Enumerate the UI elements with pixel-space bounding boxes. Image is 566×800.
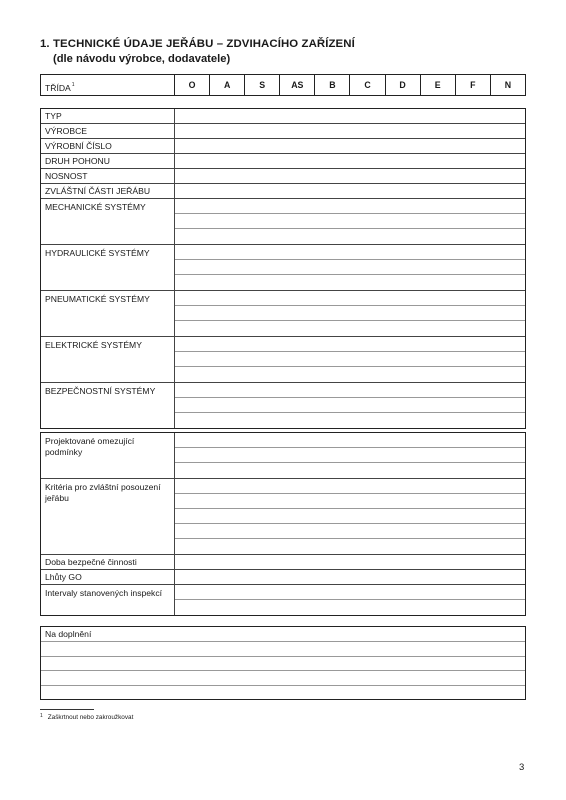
conditions-safe-operation[interactable]: [41, 555, 525, 570]
spec-row-type[interactable]: [41, 109, 525, 124]
class-option-d[interactable]: D: [386, 75, 421, 95]
entry-line[interactable]: [41, 657, 525, 672]
class-option-s[interactable]: S: [245, 75, 280, 95]
class-label-text: TŘÍDA: [45, 83, 71, 93]
entry-line[interactable]: [175, 585, 525, 600]
class-table: [40, 74, 526, 96]
footnote-mark: 1: [40, 713, 43, 719]
class-options: [175, 75, 525, 95]
spec-label: TYP: [41, 109, 175, 123]
entry-line[interactable]: [175, 260, 525, 275]
spec-label: VÝROBNÍ ČÍSLO: [41, 139, 175, 153]
entry-line[interactable]: [175, 398, 525, 413]
spec-group-pneumatic: [41, 291, 525, 337]
entry-line[interactable]: [175, 463, 525, 478]
entry-line[interactable]: [175, 229, 525, 244]
entry-line[interactable]: [175, 524, 525, 539]
conditions-inspection-intervals: [41, 585, 525, 615]
spec-group-label: HYDRAULICKÉ SYSTÉMY: [41, 245, 175, 290]
spec-row-special-parts[interactable]: [41, 184, 525, 199]
entry-line[interactable]: [175, 214, 525, 229]
entry-line[interactable]: [175, 433, 525, 448]
entry-line[interactable]: [41, 642, 525, 657]
footnote: [40, 713, 133, 721]
spec-row-serial[interactable]: [41, 139, 525, 154]
section-number: 1.: [40, 38, 50, 50]
entry-line[interactable]: [175, 383, 525, 398]
class-option-a[interactable]: A: [210, 75, 245, 95]
conditions-label: Doba bezpečné činnosti: [41, 555, 175, 569]
entry-line[interactable]: [175, 291, 525, 306]
class-option-n[interactable]: N: [504, 80, 512, 90]
spec-label: VÝROBCE: [41, 124, 175, 138]
conditions-label: Projektované omezující podmínky: [41, 433, 175, 478]
entry-line[interactable]: [175, 448, 525, 463]
class-label: [41, 75, 175, 95]
spec-row-manufacturer[interactable]: [41, 124, 525, 139]
entry-line[interactable]: [175, 413, 525, 428]
footnote-divider: [40, 709, 94, 710]
class-option-as[interactable]: AS: [280, 75, 315, 95]
page-number: 3: [519, 762, 525, 773]
spec-row-drive[interactable]: [41, 154, 525, 169]
entry-line[interactable]: [175, 306, 525, 321]
class-option-o[interactable]: O: [175, 75, 210, 95]
spec-group-mechanical: [41, 199, 525, 245]
spec-group-label: PNEUMATICKÉ SYSTÉMY: [41, 291, 175, 336]
spec-group-hydraulic: [41, 245, 525, 291]
entry-line[interactable]: [41, 686, 525, 701]
conditions-label: Lhůty GO: [41, 570, 175, 584]
entry-line[interactable]: [175, 539, 525, 554]
supplement-box: [40, 626, 526, 700]
class-option-f[interactable]: F: [456, 75, 491, 95]
supplement-label: Na doplnění: [41, 627, 525, 642]
conditions-design-limits: [41, 433, 525, 479]
entry-line[interactable]: [175, 479, 525, 494]
spec-group-electrical: [41, 337, 525, 383]
section-subtitle: (dle návodu výrobce, dodavatele): [53, 53, 231, 65]
footnote-text: Zaškrtnout nebo zakroužkovat: [47, 714, 134, 721]
entry-line[interactable]: [175, 337, 525, 352]
entry-line[interactable]: [175, 494, 525, 509]
entry-line[interactable]: [41, 671, 525, 686]
conditions-special-assessment: [41, 479, 525, 555]
entry-line[interactable]: [175, 245, 525, 260]
spec-group-label: MECHANICKÉ SYSTÉMY: [41, 199, 175, 244]
class-option-e[interactable]: E: [421, 75, 456, 95]
spec-label: NOSNOST: [41, 169, 175, 183]
entry-line[interactable]: [175, 352, 525, 367]
entry-line[interactable]: [175, 367, 525, 382]
conditions-label: Kritéria pro zvláštní posouzení jeřábu: [41, 479, 175, 554]
entry-line[interactable]: [175, 275, 525, 290]
specs-table: [40, 108, 526, 429]
conditions-go-deadlines[interactable]: [41, 570, 525, 585]
spec-group-safety: [41, 383, 525, 428]
spec-label: DRUH POHONU: [41, 154, 175, 168]
conditions-label: Intervaly stanovených inspekcí: [41, 585, 175, 615]
spec-row-capacity[interactable]: [41, 169, 525, 184]
section-title: TECHNICKÉ ÚDAJE JEŘÁBU – ZDVIHACÍHO ZAŘÍZENÍ: [53, 38, 355, 50]
class-footnote-ref: 1: [71, 82, 75, 88]
class-option-c[interactable]: C: [350, 75, 385, 95]
spec-group-label: ELEKTRICKÉ SYSTÉMY: [41, 337, 175, 382]
conditions-table: [40, 432, 526, 616]
spec-group-label: BEZPEČNOSTNÍ SYSTÉMY: [41, 383, 175, 428]
spec-label: ZVLÁŠTNÍ ČÁSTI JEŘÁBU: [41, 184, 175, 198]
entry-line[interactable]: [175, 509, 525, 524]
class-option-b[interactable]: B: [315, 75, 350, 95]
entry-line[interactable]: [175, 199, 525, 214]
entry-line[interactable]: [175, 600, 525, 615]
section-heading: [40, 38, 355, 50]
entry-line[interactable]: [175, 321, 525, 336]
